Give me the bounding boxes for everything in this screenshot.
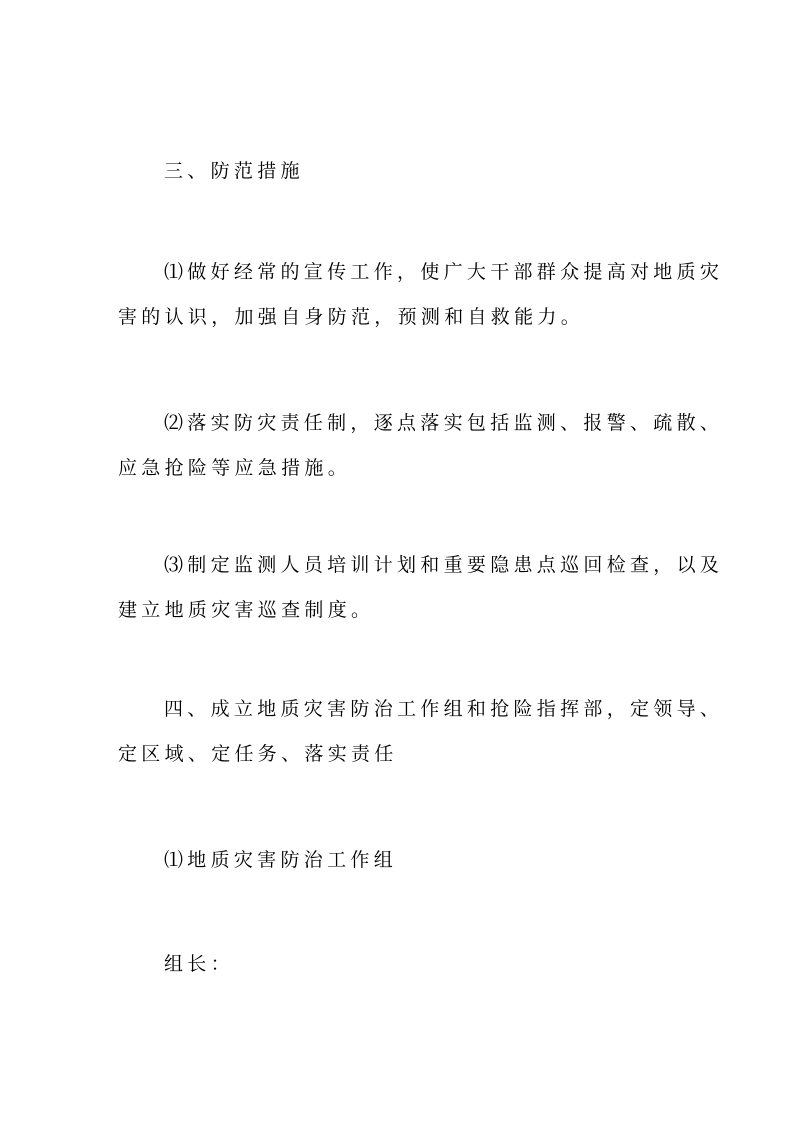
paragraph-1-line-2: 害的认识，加强自身防范，预测和自救能力。 — [118, 306, 585, 328]
leader-label: 组长： — [164, 953, 234, 975]
section-heading-3: 三、防范措施 — [164, 160, 304, 182]
subheading-1: ⑴地质灾害防治工作组 — [164, 849, 398, 871]
paragraph-2-line-2: 应急抢险等应急措施。 — [118, 457, 352, 479]
paragraph-3-line-2: 建立地质灾害巡查制度。 — [118, 599, 375, 621]
paragraph-1-line-1: ⑴做好经常的宣传工作，使广大干部群众提高对地质灾 — [164, 261, 724, 283]
paragraph-3-line-1: ⑶制定监测人员培训计划和重要隐患点巡回检查，以及 — [164, 554, 724, 576]
section-heading-4-line-1: 四、成立地质灾害防治工作组和抢险指挥部，定领导、 — [164, 698, 724, 720]
paragraph-2-line-1: ⑵落实防灾责任制，逐点落实包括监测、报警、疏散、 — [164, 412, 724, 434]
section-heading-4-line-2: 定区域、定任务、落实责任 — [118, 743, 398, 765]
